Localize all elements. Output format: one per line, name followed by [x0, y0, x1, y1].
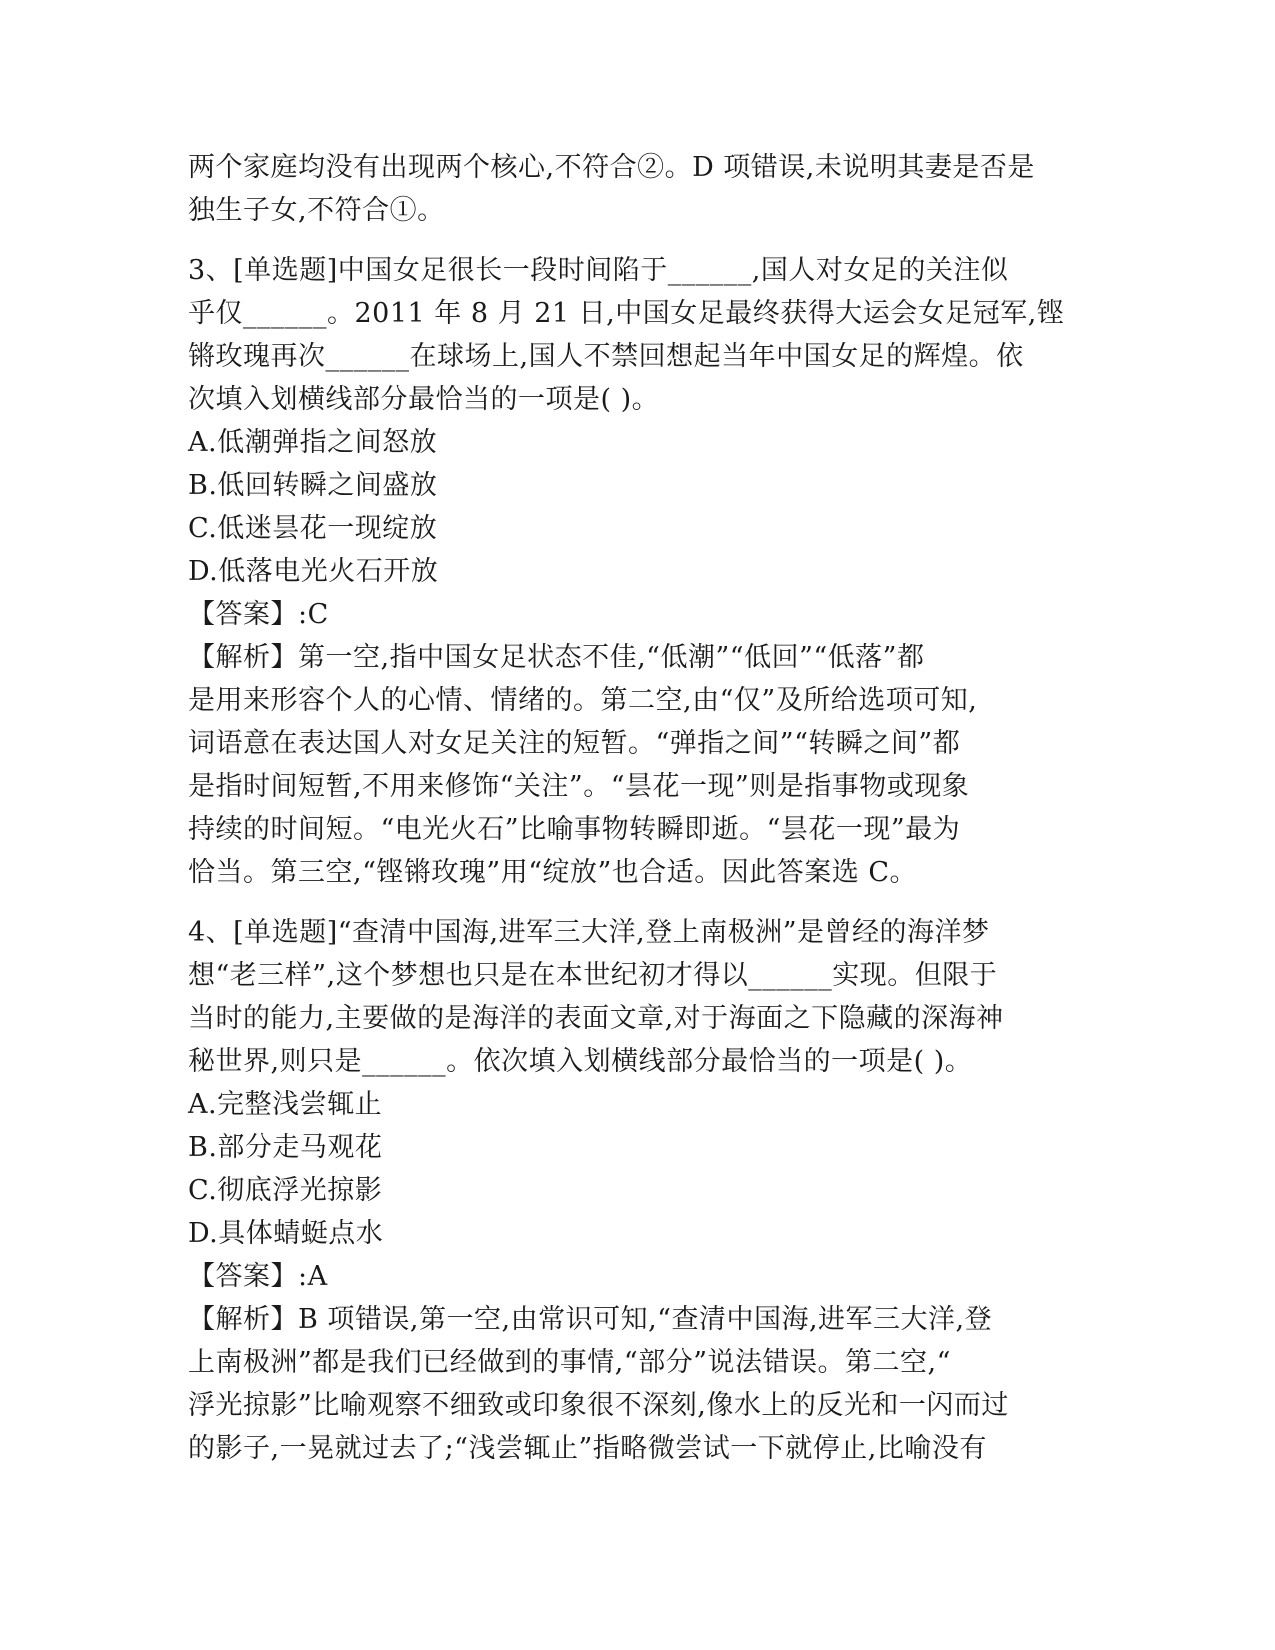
spacer	[188, 894, 1088, 911]
question-stem-line: 3、[单选题]中国女足很长一段时间陷于______,国人对女足的关注似	[188, 255, 1009, 286]
analysis-line: 持续的时间短。“电光火石”比喻事物转瞬即逝。“昙花一现”最为	[188, 814, 961, 845]
question-3-answer: 【答案】:C	[188, 599, 329, 630]
option-b: B.低回转瞬之间盛放	[188, 470, 438, 501]
question-4-answer: 【答案】:A	[188, 1261, 328, 1292]
question-3-stem	[188, 249, 1088, 421]
question-4-stem	[188, 911, 1088, 1083]
question-stem-line: 次填入划横线部分最恰当的一项是( )。	[188, 384, 660, 415]
option-a: A.低潮弹指之间怒放	[188, 427, 438, 458]
question-3-analysis	[188, 636, 1088, 894]
option-d: D.具体蜻蜓点水	[188, 1218, 384, 1249]
question-stem-line: 想“老三样”,这个梦想也只是在本世纪初才得以______实现。但限于	[188, 960, 998, 991]
option-d: D.低落电光火石开放	[188, 556, 439, 587]
analysis-line: 浮光掠影”比喻观察不细致或印象很不深刻,像水上的反光和一闪而过	[188, 1390, 1009, 1421]
question-stem-line: 锵玫瑰再次______在球场上,国人不禁回想起当年中国女足的辉煌。依	[188, 341, 1024, 372]
spacer	[188, 232, 1088, 249]
analysis-line: 的影子,一晃就过去了;“浅尝辄止”指略微尝试一下就停止,比喻没有	[188, 1433, 987, 1464]
analysis-line: 恰当。第三空,“铿锵玫瑰”用“绽放”也合适。因此答案选 C。	[188, 857, 918, 888]
analysis-line: 上南极洲”都是我们已经做到的事情,“部分”说法错误。第二空,“	[188, 1347, 951, 1378]
analysis-line: 【解析】第一空,指中国女足状态不佳,“低潮”“低回”“低落”都	[188, 642, 925, 673]
question-stem-line: 乎仅______。2011 年 8 月 21 日,中国女足最终获得大运会女足冠军,铿	[188, 298, 1065, 329]
analysis-line: 是用来形容个人的心情、情绪的。第二空,由“仅”及所给选项可知,	[188, 685, 978, 716]
analysis-line: 【解析】B 项错误,第一空,由常识可知,“查清中国海,进军三大洋,登	[188, 1304, 993, 1335]
document-page	[188, 146, 1088, 1470]
option-c: C.彻底浮光掠影	[188, 1175, 383, 1206]
analysis-line: 词语意在表达国人对女足关注的短暂。“弹指之间”“转瞬之间”都	[188, 728, 961, 759]
question-4	[188, 911, 1088, 1470]
question-4-analysis	[188, 1298, 1088, 1470]
question-stem-line: 秘世界,则只是______。依次填入划横线部分最恰当的一项是( )。	[188, 1046, 973, 1077]
question-3-options	[188, 421, 1088, 593]
question-stem-line: 当时的能力,主要做的是海洋的表面文章,对于海面之下隐藏的深海神	[188, 1003, 1004, 1034]
question-4-options	[188, 1083, 1088, 1255]
question-stem-line: 4、[单选题]“查清中国海,进军三大洋,登上南极洲”是曾经的海洋梦	[188, 917, 990, 948]
option-c: C.低迷昙花一现绽放	[188, 513, 438, 544]
text-line: 两个家庭均没有出现两个核心,不符合②。D 项错误,未说明其妻是否是	[188, 152, 1035, 183]
previous-analysis-continuation	[188, 146, 1088, 232]
option-b: B.部分走马观花	[188, 1132, 383, 1163]
option-a: A.完整浅尝辄止	[188, 1089, 383, 1120]
text-line: 独生子女,不符合①。	[188, 195, 445, 226]
analysis-line: 是指时间短暂,不用来修饰“关注”。“昙花一现”则是指事物或现象	[188, 771, 970, 802]
question-3	[188, 249, 1088, 894]
